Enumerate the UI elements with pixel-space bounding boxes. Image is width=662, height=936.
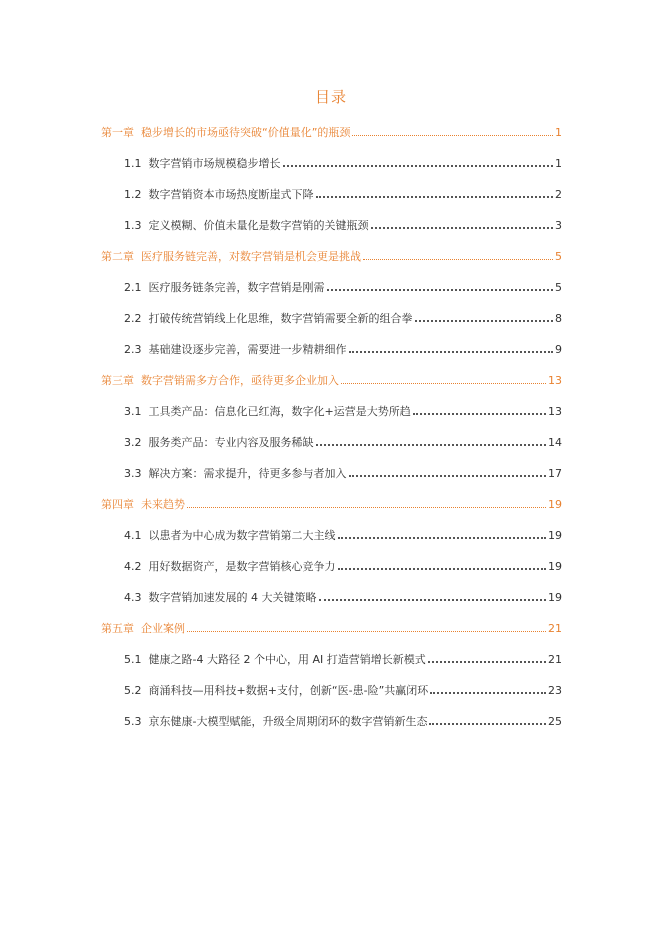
toc-page-number: 19 [548,591,562,604]
toc-dot-leader [430,691,546,694]
toc-section-entry[interactable] [124,589,562,607]
toc-entry-number: 2.3 [124,343,142,356]
toc-dot-leader [349,474,547,477]
toc-chapter-entry[interactable] [101,620,562,638]
toc-page-number: 19 [548,529,562,542]
toc-dot-leader [341,382,546,384]
toc-section-entry[interactable] [124,713,562,731]
toc-entry-number: 3.3 [124,467,142,480]
toc-dot-leader [363,258,553,260]
toc-entry-number: 4.1 [124,529,142,542]
toc-page-number: 19 [548,560,562,573]
toc-entry-number: 第三章 [101,374,134,387]
toc-entry-label: 稳步增长的市场亟待突破“价值量化”的瓶颈 [141,126,351,139]
toc-entry-title [124,155,281,173]
toc-entry-number: 1.1 [124,157,142,170]
toc-page-number: 17 [548,467,562,480]
toc-entry-title [124,527,336,545]
toc-chapter-entry[interactable] [101,124,562,142]
toc-dot-leader [415,319,554,322]
toc-entry-label: 解决方案：需求提升，待更多参与者加入 [148,467,347,480]
toc-entry-label: 数字营销加速发展的 4 大关键策略 [148,591,317,604]
toc-entry-title [101,372,339,390]
toc-dot-leader [316,443,547,446]
toc-entry-label: 定义模糊、价值未量化是数字营销的关键瓶颈 [148,219,369,232]
toc-dot-leader [283,164,554,167]
toc-page-number: 13 [548,374,562,387]
toc-section-entry[interactable] [124,279,562,297]
toc-page-number: 9 [555,343,562,356]
toc-entry-number: 第一章 [101,126,134,139]
toc-page-number: 3 [555,219,562,232]
toc-dot-leader [413,412,546,415]
toc-entry-title [101,248,361,266]
toc-section-entry[interactable] [124,651,562,669]
toc-dot-leader [371,226,554,229]
toc-dot-leader [428,660,546,663]
toc-section-entry[interactable] [124,186,562,204]
toc-entry-number: 2.1 [124,281,142,294]
toc-entry-label: 工具类产品：信息化已红海，数字化+运营是大势所趋 [148,405,411,418]
toc-entry-number: 4.2 [124,560,142,573]
toc-entry-label: 数字营销市场规模稳步增长 [148,157,281,170]
toc-dot-leader [352,134,553,136]
toc-entry-number: 1.3 [124,219,142,232]
toc-entry-title [124,682,428,700]
toc-entry-number: 第五章 [101,622,134,635]
toc-entry-title [124,465,347,483]
toc-entry-label: 健康之路-4 大路径 2 个中心，用 AI 打造营销增长新模式 [148,653,426,666]
toc-page-number: 13 [548,405,562,418]
toc-entry-title [124,713,427,731]
toc-dot-leader [338,536,547,539]
toc-entry-label: 数字营销需多方合作，亟待更多企业加入 [141,374,339,387]
toc-page-number: 14 [548,436,562,449]
toc-entry-title [101,620,185,638]
toc-page-number: 1 [555,157,562,170]
toc-section-entry[interactable] [124,527,562,545]
toc-entry-label: 以患者为中心成为数字营销第二大主线 [148,529,336,542]
toc-page-number: 8 [555,312,562,325]
toc-section-entry[interactable] [124,217,562,235]
toc-entry-label: 企业案例 [141,622,185,635]
toc-title: 目录 [314,88,347,106]
toc-dot-leader [327,288,554,291]
toc-page-number: 19 [548,498,562,511]
toc-page-number: 23 [548,684,562,697]
toc-section-entry[interactable] [124,558,562,576]
toc-entry-label: 京东健康-大模型赋能，升级全周期闭环的数字营销新生态 [148,715,428,728]
toc-entry-label: 未来趋势 [141,498,185,511]
toc-entry-number: 3.1 [124,405,142,418]
toc-entry-number: 5.2 [124,684,142,697]
toc-dot-leader [319,598,547,601]
toc-entry-title [124,341,347,359]
toc-entry-label: 商涌科技—用科技+数据+支付，创新“医-患-险”共赢闭环 [148,684,429,697]
toc-entry-label: 数字营销资本市场热度断崖式下降 [148,188,314,201]
toc-page-number: 21 [548,622,562,635]
toc-entry-title [124,434,314,452]
toc-page-number: 1 [555,126,562,139]
toc-dot-leader [316,195,554,198]
toc-entry-label: 服务类产品：专业内容及服务稀缺 [148,436,314,449]
toc-dot-leader [429,722,546,725]
toc-entry-number: 2.2 [124,312,142,325]
toc-section-entry[interactable] [124,465,562,483]
toc-entry-title [124,279,325,297]
toc-dot-leader [338,567,547,570]
toc-section-entry[interactable] [124,434,562,452]
toc-entry-title [124,186,314,204]
toc-entry-title [124,217,369,235]
toc-page-number: 5 [555,281,562,294]
toc-entry-label: 用好数据资产，是数字营销核心竞争力 [148,560,336,573]
toc-entry-number: 3.2 [124,436,142,449]
toc-chapter-entry[interactable] [101,496,562,514]
toc-entry-number: 5.3 [124,715,142,728]
toc-section-entry[interactable] [124,682,562,700]
toc-entry-label: 医疗服务链完善，对数字营销是机会更是挑战 [141,250,361,263]
toc-section-entry[interactable] [124,341,562,359]
toc-dot-leader [349,350,554,353]
toc-entry-number: 1.2 [124,188,142,201]
toc-chapter-entry[interactable] [101,372,562,390]
toc-dot-leader [187,506,546,508]
toc-section-entry[interactable] [124,310,562,328]
toc-entry-title [124,651,426,669]
toc-entry-title [124,558,336,576]
toc-entry-number: 4.3 [124,591,142,604]
toc-entry-title [101,124,350,142]
toc-entry-number: 第二章 [101,250,134,263]
toc-entry-number: 第四章 [101,498,134,511]
toc-page-number: 25 [548,715,562,728]
toc-entry-title [124,589,317,607]
toc-entry-label: 医疗服务链条完善，数字营销是刚需 [148,281,325,294]
toc-entry-title [124,403,411,421]
toc-dot-leader [187,630,546,632]
toc-entry-label: 打破传统营销线上化思维，数字营销需要全新的组合拳 [148,312,413,325]
toc-entry-title [101,496,185,514]
toc-entry-label: 基础建设逐步完善，需要进一步精耕细作 [148,343,347,356]
toc-page-number: 21 [548,653,562,666]
toc-section-entry[interactable] [124,403,562,421]
toc-entry-number: 5.1 [124,653,142,666]
toc-section-entry[interactable] [124,155,562,173]
toc-page-number: 5 [555,250,562,263]
toc-entry-title [124,310,413,328]
toc-page-number: 2 [555,188,562,201]
toc-chapter-entry[interactable] [101,248,562,266]
